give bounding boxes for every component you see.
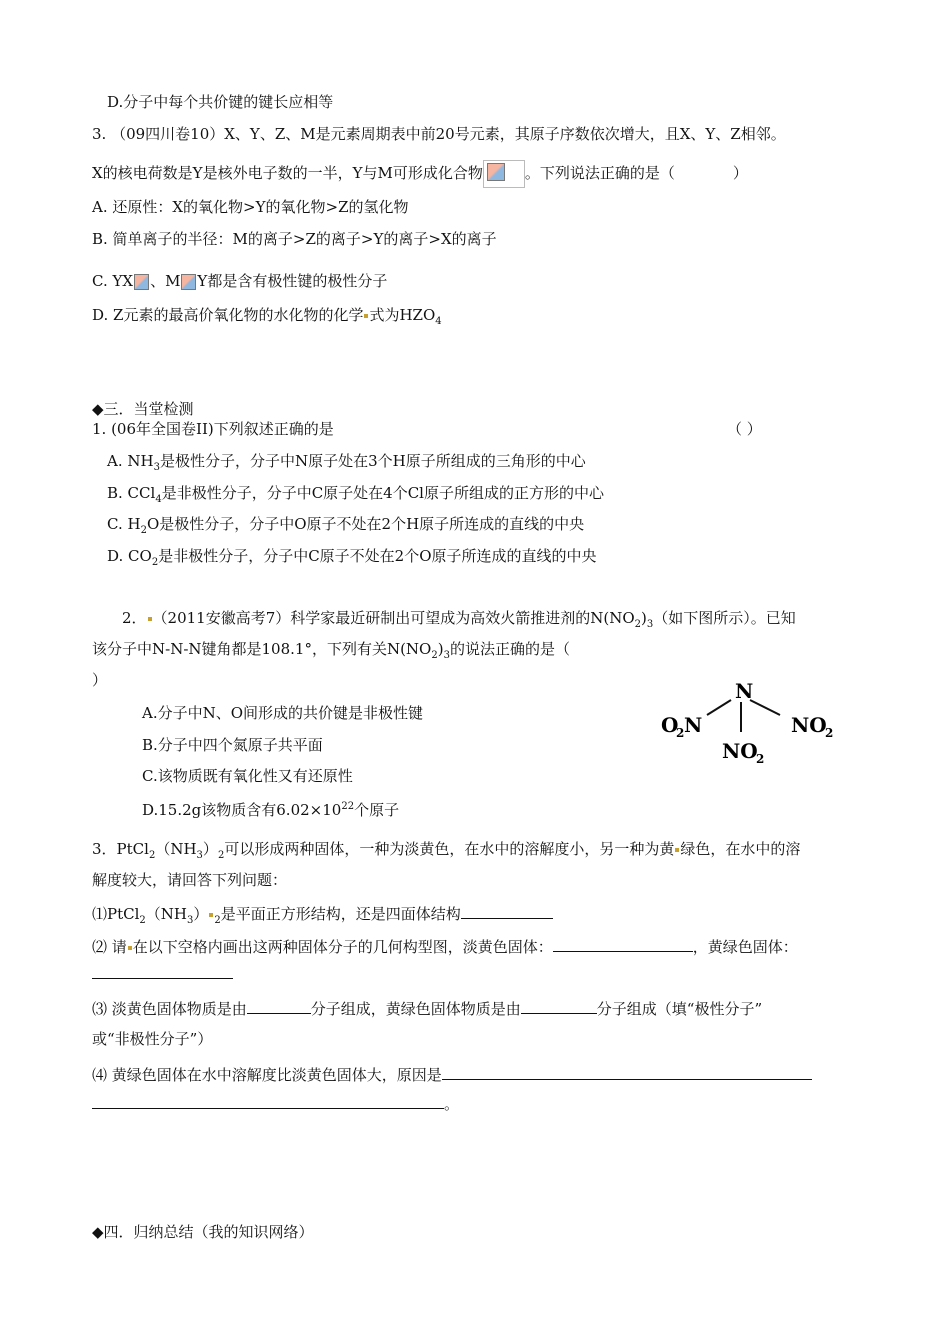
q1-answer-paren: （ ） (727, 420, 762, 438)
broken-image-icon (134, 274, 149, 290)
marker-dot (209, 913, 213, 917)
q1-option-d: D. $CO_2$是非极性分子，分子中C原子不处在2个O原子所连成的直线的中央 (107, 547, 597, 568)
q3b-part2: ⑵ 请 在以下空格内画出这两种固体分子的几何构型图，淡黄色固体： ，黄绿色固体： (92, 935, 798, 957)
q1-option-b: B. CCl$_4$是非极性分子，分子中C原子处在4个Cl原子所组成的正方形的中心 (107, 484, 604, 505)
q2-option-a: A.分子中N、O间形成的共价键是非极性键 (142, 704, 424, 722)
marker-dot (148, 617, 152, 621)
q3b-part4-line2: 。 (92, 1092, 459, 1114)
answer-blank-structure[interactable] (461, 902, 553, 919)
answer-blank-yellow-green[interactable] (92, 962, 233, 979)
marker-dot (675, 848, 679, 852)
answer-blank-light-yellow[interactable] (553, 935, 693, 952)
q2-stem-line3: ） (92, 671, 108, 689)
left-no2-n: N (684, 713, 703, 737)
q1-stem: 1. (06年全国卷II)下列叙述正确的是 (92, 420, 334, 438)
section-4-heading: ◆四．归纳总结（我的知识网络） (92, 1223, 314, 1241)
left-no2-o: O (661, 713, 679, 737)
q3b-stem-line2: 解度较大，请回答下列问题： (92, 871, 288, 889)
answer-blank-reason[interactable] (442, 1063, 812, 1080)
q1-option-a: A. $NH_3$是极性分子，分子中N原子处在3个H原子所组成的三角形的中心 (107, 452, 586, 473)
q3-option-d: D. Z元素的最高价氧化物的水化物的化学 式为$HZO_4$ (92, 306, 442, 327)
left-no2-sub: 2 (676, 726, 685, 740)
q2-option-b: B.分子中四个氮原子共平面 (142, 736, 323, 754)
broken-image-icon (487, 163, 505, 181)
bond-right (750, 700, 780, 715)
q1-option-c: C. $H_2O$是极性分子，分子中O原子不处在2个H原子所连成的直线的中央 (107, 515, 585, 536)
q2-stem-line1: 2． （2011安徽高考7）科学家最近研制出可望成为高效火箭推进剂的$N(NO_2)_3$（如下图所示）。已知 (122, 609, 796, 630)
broken-image-icon (181, 274, 196, 290)
q3-option-a: A. 还原性：X的氧化物>Y的氧化物>Z的氢化物 (92, 198, 409, 216)
q3b-part1: $⑴PtCl_2(NH_3)$ $_2$是平面正方形结构，还是四面体结构 (92, 902, 553, 931)
answer-blank-light-yellow-polarity[interactable] (247, 997, 311, 1014)
center-n: N (735, 679, 754, 703)
marker-dot (128, 946, 132, 950)
compound-image (483, 160, 525, 188)
bottom-no2-sub: 2 (756, 752, 765, 766)
q3b-part3: ⑶ 淡黄色固体物质是由 分子组成，黄绿色固体物质是由 分子组成（填“极性分子” (92, 997, 762, 1019)
prev-option-d: D.分子中每个共价键的键长应相等 (107, 93, 334, 111)
answer-blank-reason-cont[interactable] (92, 1092, 444, 1109)
q3-option-c: C. YX 、M Y都是含有极性键的极性分子 (92, 272, 388, 290)
q2-option-d: D.15.2g该物质含有$6.02\times 10^{22}$个原子 (142, 801, 400, 819)
q3b-part4: ⑷ 黄绿色固体在水中溶解度比淡黄色固体大，原因是 (92, 1063, 812, 1085)
bottom-no2: NO (722, 739, 758, 763)
q3b-part3-line2: 或“非极性分子”） (92, 1030, 213, 1048)
q3-stem-line1: 3. （09四川卷10）X、Y、Z、M是元素周期表中前20号元素，其原子序数依次增大，且X、Y、Z相邻。 (92, 125, 786, 143)
right-no2-sub: 2 (825, 726, 834, 740)
section-3-heading: ◆三．当堂检测 (92, 400, 194, 418)
right-no2: NO (791, 713, 827, 737)
q3-stem-line2: X的核电荷数是Y是核外电子数的一半，Y与M可形成化合物 。下列说法正确的是（ ） (92, 160, 748, 188)
q2-option-c: C.该物质既有氧化性又有还原性 (142, 767, 353, 785)
marker-dot (364, 314, 368, 318)
bond-left (707, 700, 731, 715)
q3b-part2-line2 (92, 962, 233, 984)
q2-stem-line2: 该分子中N-N-N键角都是108.1°，下列有关$N(NO_2)_3$的说法正确的是（ (92, 640, 570, 661)
n-no2-3-structure-figure (655, 670, 845, 770)
q3-option-b: B. 简单离子的半径：M的离子>Z的离子>Y的离子>X的离子 (92, 230, 497, 248)
answer-blank-yellow-green-polarity[interactable] (521, 997, 597, 1014)
q3b-stem-line1: 3．$PtCl_2(NH_3)_2$可以形成两种固体，一种为淡黄色，在水中的溶解度小，另一种为黄 绿色，在水中的溶 (92, 840, 801, 861)
